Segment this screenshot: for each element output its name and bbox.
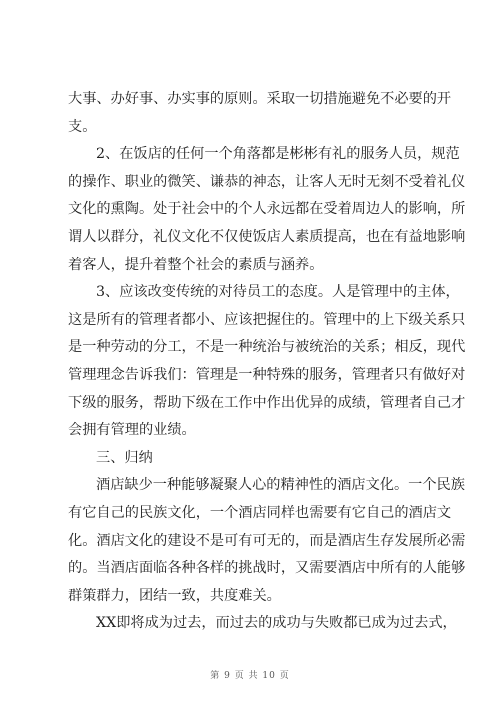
text-line: 下级的服务，帮助下级在工作中作出优异的成绩，管理者自己才 [68, 394, 466, 411]
text-line: 着客人，提升着整个社会的素质与涵养。 [68, 256, 324, 273]
text-line: 化。酒店文化的建设不是可有可无的，而是酒店生存发展所必需 [68, 532, 466, 549]
text-line: 支。 [68, 118, 97, 135]
text-line: 酒店缺少一种能够凝聚人心的精神性的酒店文化。一个民族 [96, 477, 465, 494]
text-line: 谓人以群分，礼仪文化不仅使饭店人素质提高，也在有益地影响 [68, 228, 466, 245]
text-line: 文化的熏陶。处于社会中的个人永远都在受着周边人的影响，所 [68, 201, 466, 218]
page-number-footer: 第 9 页 共 10 页 [210, 671, 290, 681]
document-body [68, 86, 466, 638]
text-line: 是一种劳动的分工，不是一种统治与被统治的关系；相反，现代 [68, 339, 466, 356]
text-line: XX即将成为过去，而过去的成功与失败都已成为过去式， [96, 615, 457, 632]
text-line: 群策群力，团结一致，共度难关。 [68, 587, 281, 604]
text-line: 2、在饭店的任何一个角落都是彬彬有礼的服务人员，规范 [96, 146, 460, 163]
text-line: 管理理念告诉我们：管理是一种特殊的服务，管理者只有做好对 [68, 366, 466, 383]
text-line: 大事、办好事、办实事的原则。采取一切措施避免不必要的开 [68, 91, 452, 107]
text-line: 3、应该改变传统的对待员工的态度。人是管理中的主体， [96, 284, 460, 301]
text-line: 的操作、职业的微笑、谦恭的神态，让客人无时无刻不受着礼仪 [68, 173, 466, 190]
section-heading: 三、归纳 [96, 449, 153, 466]
text-line: 的。当酒店面临各种各样的挑战时，又需要酒店中所有的人能够 [68, 560, 466, 577]
text-line: 会拥有管理的业绩。 [68, 422, 196, 439]
text-line: 这是所有的管理者都小、应该把握住的。管理中的上下级关系只 [68, 311, 466, 328]
text-line: 有它自己的民族文化，一个酒店同样也需要有它自己的酒店文 [68, 504, 452, 521]
